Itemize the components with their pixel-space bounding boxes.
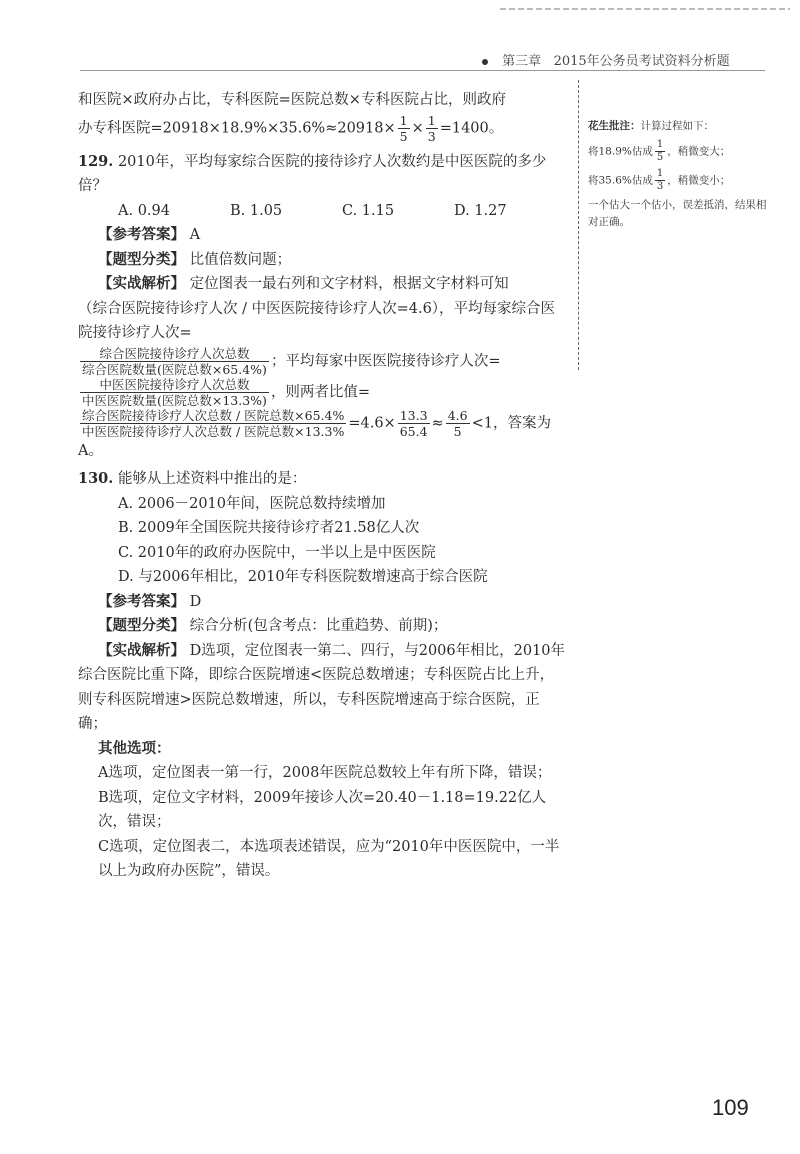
q129-analysis: 【实战解析】 定位图表一最右列和文字材料，根据文字材料可知 [98,275,509,292]
margin-note [588,118,768,231]
q129-options [78,199,568,224]
option-c: C. 1.15 [342,202,395,219]
question-text: 能够从上述资料中推出的是： [117,471,307,487]
q130-option-d: D. 与2006年相比，2010年专科医院数增速高于综合医院 [118,569,488,585]
option-d: D. 1.27 [454,202,507,219]
note-label: 花生批注： [588,120,641,132]
note-line-3: 将35.6%估成 $\frac{1}{3}$ ，稍微变小； [588,168,731,192]
q130-answer: 【参考答案】 D [98,592,202,610]
q129-formula-3: $\frac{\text{综合医院接待诊疗人次总数 / 医院总数×65.4\%}}{\text{中医医院接待诊疗人次总数 / 医院总数×13.3\%}}$ =4.6× $\frac{13.3}{65.4}$ ≈ $\frac{4.6}{5}$ <1，答案为A。 [78,407,551,459]
fraction: $\frac{1}{3}$ [427,112,436,144]
other-option-c: C选项，定位图表二，本选项表述错误，应为“2010年中医医院中，一半以上为政府办医院”，错误。 [98,838,560,879]
q129-analysis-cont: （综合医院接待诊疗人次 / 中医医院接待诊疗人次=4.6），平均每家综合医院接待诊疗人次= [78,300,556,341]
question-129 [78,150,568,199]
note-line-2: 将18.9%估成 $\frac{1}{5}$ ，稍微变大； [588,139,731,163]
q129-answer: 【参考答案】 A [98,226,201,243]
intro-line-2: 办专科医院=20918×18.9%×35.6%≈20918× $\frac{1}{5}$ × $\frac{1}{3}$ =1400。 [78,112,504,144]
question-130 [78,467,568,492]
header-rule-side [590,70,765,71]
question-number: 129. [78,152,114,170]
other-options-label: 其他选项： [98,739,171,757]
question-number: 130. [78,470,114,487]
note-line-4: 一个估大一个估小，误差抵消，结果相对正确。 [588,199,767,228]
option-b: B. 1.05 [230,202,283,219]
q129-formula-2: $\frac{\text{中医医院接待诊疗人次总数}}{\text{中医医院数量(医院总数×13.3\%)}}$ ，则两者比值= [82,376,371,408]
note-line-1: 花生批注：计算过程如下： [588,120,714,132]
q130-option-c: C. 2010年的政府办医院中，一半以上是中医医院 [118,544,436,561]
main-text [78,88,568,884]
fraction: $\frac{1}{5}$ [399,112,408,144]
top-scan-band [500,8,790,10]
q130-analysis: 【实战解析】 D选项，定位图表一第二、四行，与2006年相比，2010年综合医院比重下降，即综合医院增速<医院总数增速；专科医院占比上升，则专科医院增速>医院总数增速，所以，专科医院增速高于综合医院，正确； [78,641,566,732]
option-a: A. 0.94 [118,202,170,219]
q130-option-a: A. 2006－2010年间，医院总数持续增加 [118,495,386,512]
chapter-label: 第三章 [502,54,542,69]
book-title: 2015年公务员考试资料分析题 [553,54,730,69]
intro-line-1: 和医院×政府办占比，专科医院=医院总数×专科医院占比，则政府 [78,92,506,108]
page-number: 109 [712,1095,749,1120]
bullet-icon [482,59,488,65]
q129-formula-1: $\frac{\text{综合医院接待诊疗人次总数}}{\text{综合医院数量(医院总数×65.4\%)}}$ ；平均每家中医医院接待诊疗人次= [82,345,501,377]
other-option-b: B选项，定位文字材料，2009年接诊人次=20.40－1.18=19.22亿人次，错误； [98,789,547,830]
margin-divider [578,80,579,370]
q130-option-b: B. 2009年全国医院共接待诊疗者21.58亿人次 [118,520,420,536]
q130-type: 【题型分类】 综合分析(包含考点：比重趋势、前期)； [98,617,448,634]
header-rule [80,70,590,71]
q129-type: 【题型分类】 比值倍数问题； [98,250,292,268]
other-option-a: A选项，定位图表一第一行，2008年医院总数较上年有所下降，错误； [98,765,552,781]
running-header [482,50,730,69]
question-text: 2010年，平均每家综合医院的接待诊疗人次数约是中医医院的多少倍？ [78,153,547,194]
